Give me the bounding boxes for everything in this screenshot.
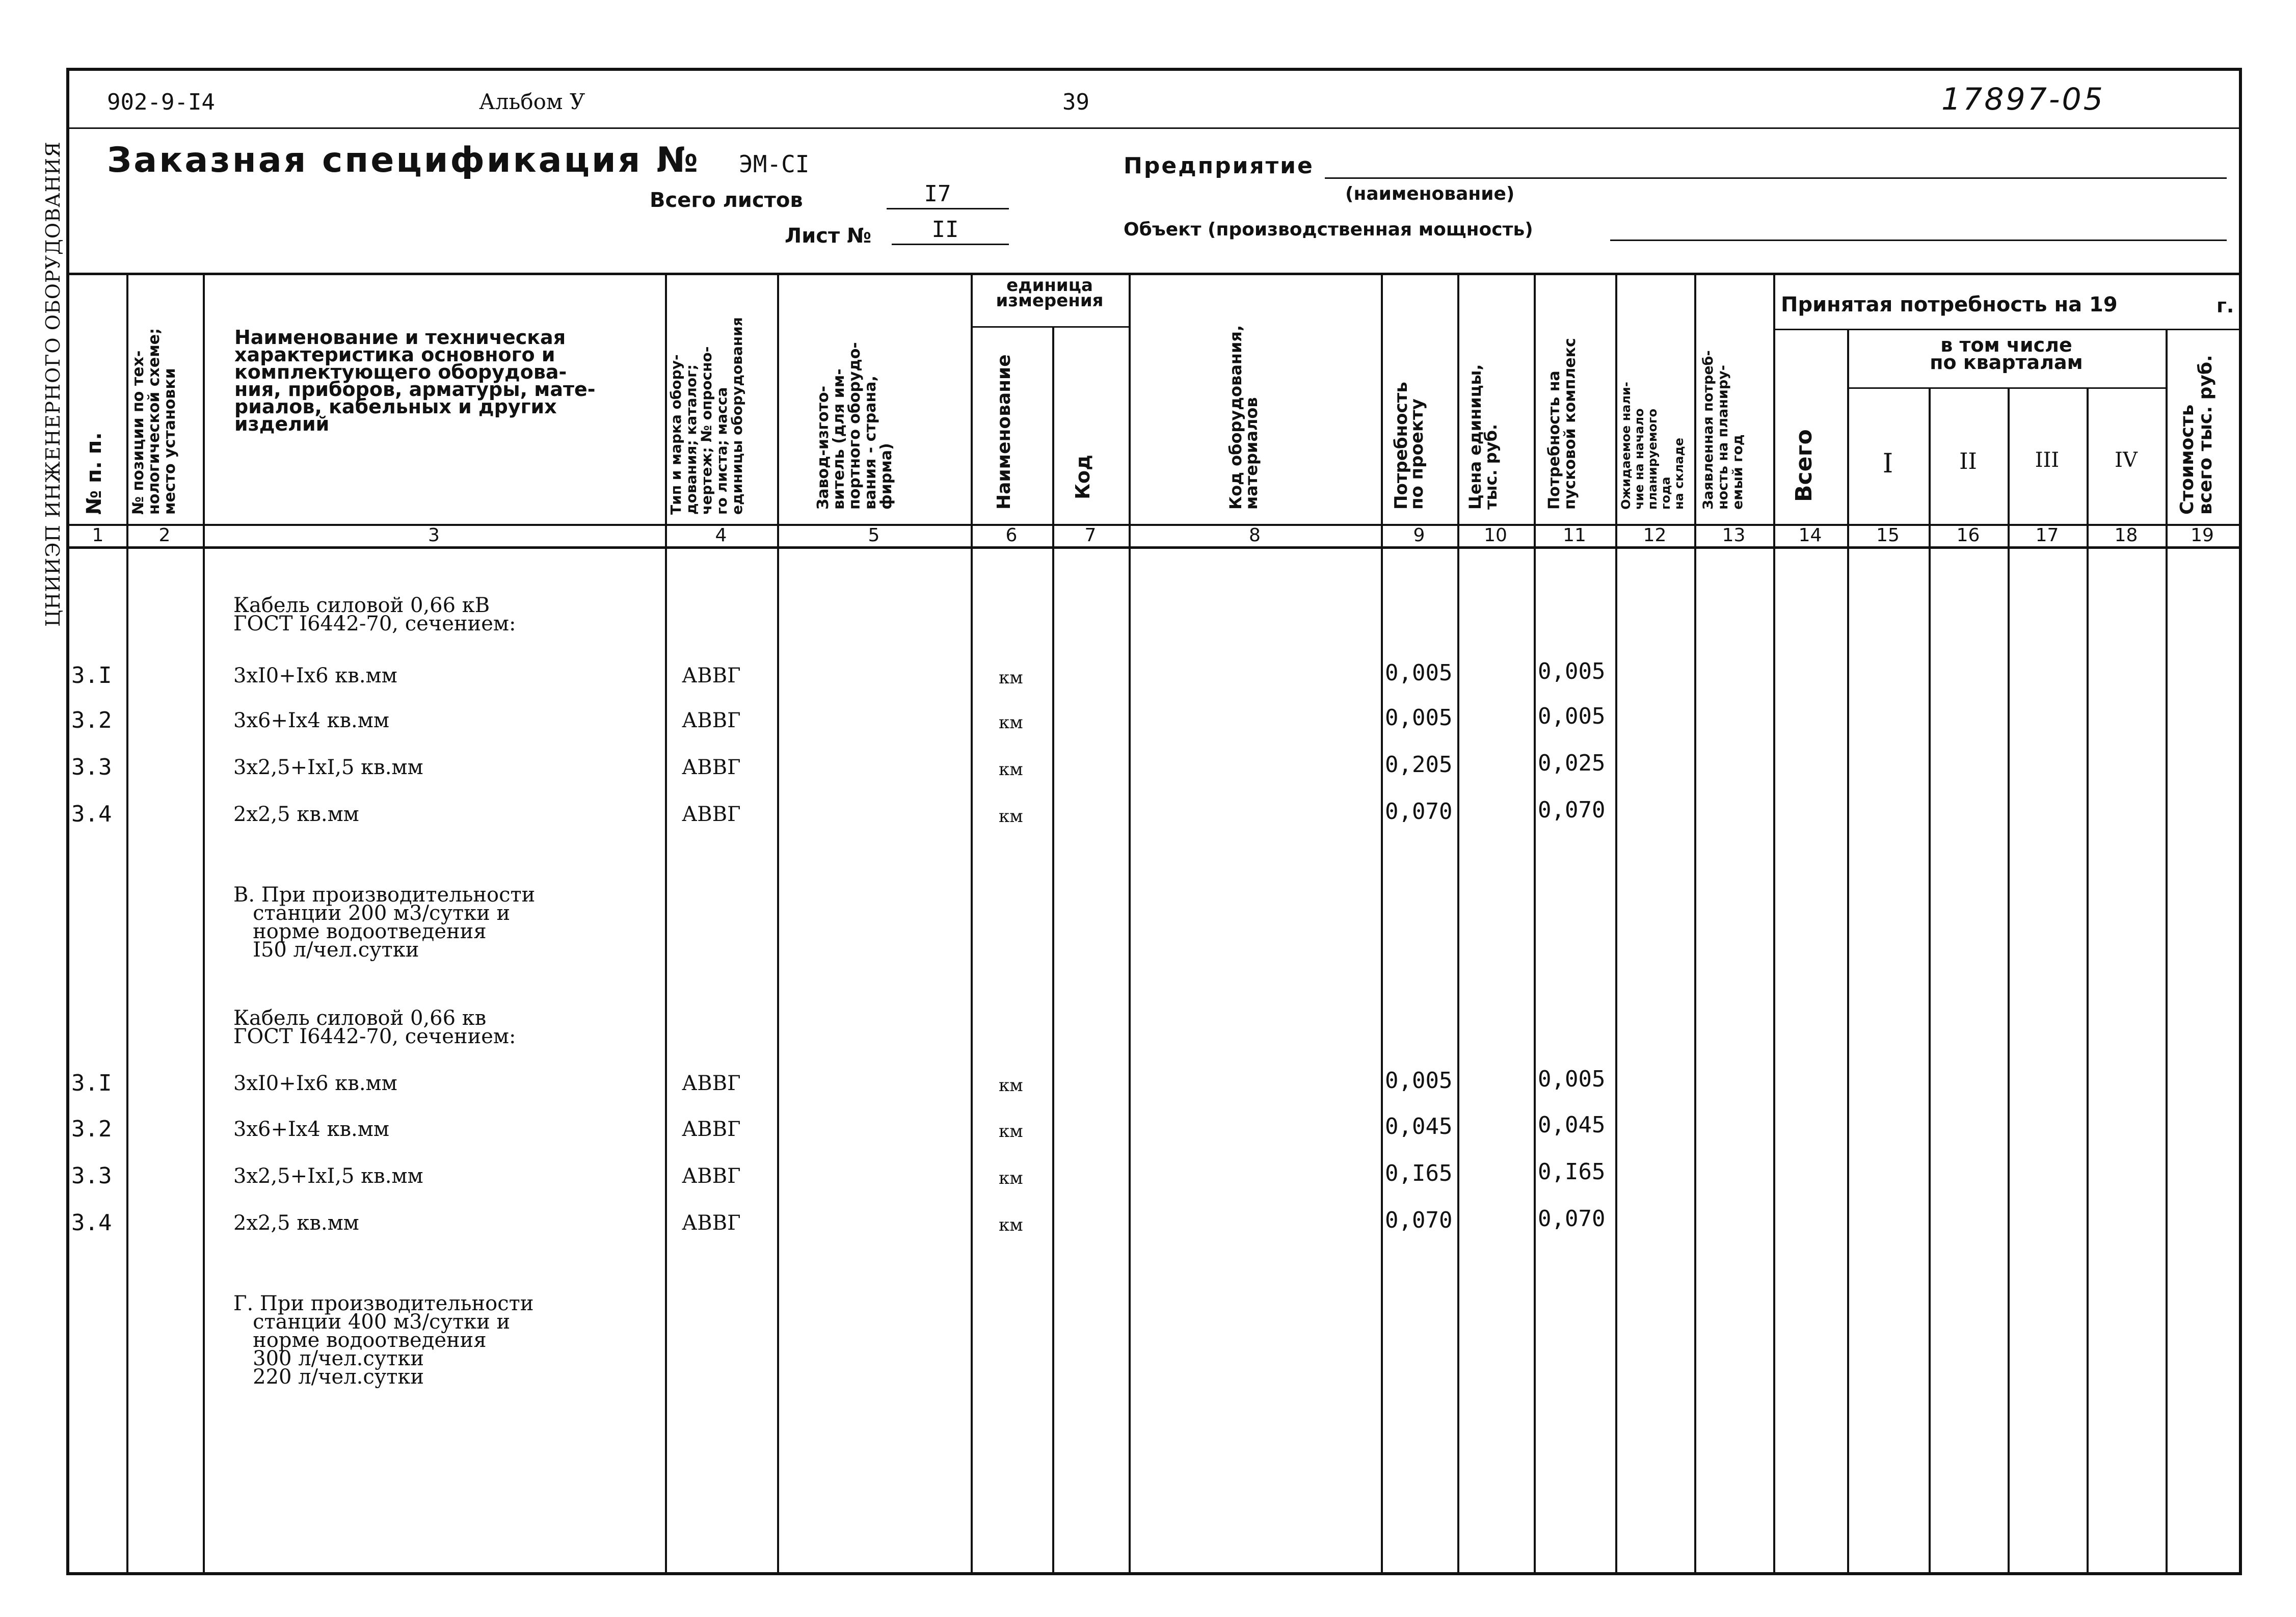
col-header-13: Заявленная потреб- ность на планиру- емый год <box>1700 350 1746 510</box>
row-start-complex: 0,070 <box>1538 1206 1606 1232</box>
quarter-2-header: II <box>1959 448 1977 474</box>
col-number-6: 6 <box>1005 525 1018 546</box>
row-unit: км <box>999 806 1023 827</box>
col-divider-2 <box>203 273 205 1572</box>
sheet-value: II <box>931 217 959 243</box>
spec-title: Заказная спецификация № <box>107 140 700 180</box>
quarter-4-header: IV <box>2115 448 2138 472</box>
row-need: 0,005 <box>1385 705 1453 731</box>
sheet-underline <box>892 244 1009 245</box>
col-header-7: Код <box>1072 455 1094 499</box>
row-number: 3.3 <box>71 754 112 780</box>
table-top-border <box>69 273 2239 275</box>
col-divider-14 <box>1847 329 1849 1572</box>
total-sheets-value: I7 <box>924 181 951 207</box>
row-number: 3.I <box>71 1070 112 1096</box>
col-header-1: № п. п. <box>83 432 106 515</box>
col-divider-1 <box>126 273 128 1572</box>
col-divider-18 <box>2166 329 2168 1572</box>
enterprise-label: Предприятие <box>1124 153 1314 179</box>
row-need: 0,205 <box>1385 752 1453 778</box>
col-number-15: 15 <box>1876 525 1900 546</box>
row-item-name: 3х6+Iх4 кв.мм <box>233 1118 389 1141</box>
enterprise-caption: (наименование) <box>1345 183 1515 204</box>
col-number-9: 9 <box>1413 525 1425 546</box>
col-divider-17 <box>2087 387 2089 1572</box>
col-number-5: 5 <box>868 525 880 546</box>
section-heading: Кабель силовой 0,66 кв ГОСТ I6442-70, сечением: <box>233 1006 516 1048</box>
row-need: 0,005 <box>1385 1068 1453 1094</box>
row-number: 3.4 <box>71 1210 112 1236</box>
sheet-label: Лист № <box>785 224 872 248</box>
col-number-13: 13 <box>1722 525 1746 546</box>
row-unit: км <box>999 712 1023 733</box>
col-number-7: 7 <box>1084 525 1097 546</box>
col-header-14: Всего <box>1791 429 1817 502</box>
row-unit: км <box>999 1121 1023 1142</box>
col-header-12: Ожидаемое нали- чие на начало планируемого года на складе <box>1619 382 1686 510</box>
col-number-17: 17 <box>2035 525 2059 546</box>
col-number-8: 8 <box>1249 525 1261 546</box>
total-sheets-underline <box>887 208 1009 209</box>
accepted-year-suffix: г. <box>2217 295 2234 317</box>
object-label: Объект (производственная мощность) <box>1124 219 1533 240</box>
row-need: 0,070 <box>1385 799 1453 825</box>
row-brand: АВВГ <box>682 1072 741 1095</box>
col-header-10: Цена единицы, тыс. руб. <box>1465 364 1501 510</box>
row-item-name: 3х6+Iх4 кв.мм <box>233 709 389 732</box>
document-number: 17897-05 <box>1941 82 2105 117</box>
col-divider-3 <box>665 273 667 1572</box>
col-number-4: 4 <box>715 525 727 546</box>
col-number-10: 10 <box>1484 525 1507 546</box>
row-unit: км <box>999 1075 1023 1096</box>
quarters-group-header: в том числе по кварталам <box>1930 334 2083 374</box>
col-header-2: № позиции по тех- нологической схеме; место установки <box>129 328 179 515</box>
col-divider-4 <box>777 273 779 1572</box>
section-heading: В. При производительности станции 200 м3/сутки и норме водоотведения I50 л/чел.сутки <box>233 883 536 962</box>
row-number: 3.3 <box>71 1163 112 1189</box>
col-divider-16 <box>2008 387 2010 1572</box>
row-unit: км <box>999 668 1023 688</box>
col-header-8: Код оборудования, материалов <box>1226 325 1261 510</box>
quarters-group-line <box>1847 387 2166 389</box>
enterprise-underline <box>1325 177 2227 179</box>
row-start-complex: 0,005 <box>1538 658 1606 684</box>
col-divider-10 <box>1534 273 1536 1572</box>
row-unit: км <box>999 1215 1023 1235</box>
column-number-line <box>69 546 2239 549</box>
row-need: 0,045 <box>1385 1114 1453 1139</box>
unit-group-line <box>971 326 1129 328</box>
col-number-18: 18 <box>2114 525 2138 546</box>
col-number-19: 19 <box>2191 525 2214 546</box>
col-number-2: 2 <box>158 525 171 546</box>
col-header-3: Наименование и техническая характеристика основного и комплектующего оборудова- ния, приборов, арматуры, мате- риалов, кабельных и других изделий <box>234 326 596 435</box>
row-item-name: 3х2,5+IхI,5 кв.мм <box>233 1164 423 1188</box>
accepted-group-line <box>1773 329 2239 330</box>
col-divider-9 <box>1457 273 1459 1572</box>
total-sheets-label: Всего листов <box>650 189 803 212</box>
page-number: 39 <box>1062 89 1089 115</box>
row-brand: АВВГ <box>682 709 741 732</box>
col-number-3: 3 <box>428 525 440 546</box>
row-unit: км <box>999 1168 1023 1188</box>
col-number-16: 16 <box>1956 525 1980 546</box>
row-unit: км <box>999 759 1023 780</box>
row-brand: АВВГ <box>682 756 741 779</box>
row-number: 3.4 <box>71 801 112 827</box>
quarter-3-header: III <box>2035 448 2060 472</box>
project-code: 902-9-I4 <box>107 89 215 115</box>
row-need: 0,005 <box>1385 660 1453 686</box>
album-label: Альбом У <box>479 89 585 114</box>
col-header-4: Тип и марка обору- дования; каталог; чертеж; № опросно- го листа; масса единицы оборудования <box>668 317 745 515</box>
col-divider-8 <box>1381 273 1383 1572</box>
row-brand: АВВГ <box>682 1211 741 1235</box>
object-underline <box>1610 240 2227 241</box>
col-number-1: 1 <box>92 525 104 546</box>
row-start-complex: 0,I65 <box>1538 1159 1606 1185</box>
quarter-1-header: I <box>1882 448 1893 479</box>
row-brand: АВВГ <box>682 1118 741 1141</box>
row-brand: АВВГ <box>682 664 741 687</box>
col-divider-5 <box>971 273 973 1572</box>
accepted-header: Принятая потребность на 19 <box>1781 293 2118 316</box>
row-start-complex: 0,070 <box>1538 797 1606 823</box>
row-start-complex: 0,025 <box>1538 750 1606 776</box>
row-start-complex: 0,045 <box>1538 1112 1606 1138</box>
section-heading: Г. При производительности станции 400 м3/сутки и норме водоотведения 300 л/чел.сутки 220 л/чел.сутки <box>233 1292 534 1389</box>
row-need: 0,070 <box>1385 1207 1453 1233</box>
col-divider-12 <box>1694 273 1696 1572</box>
row-number: 3.2 <box>71 707 112 733</box>
row-brand: АВВГ <box>682 1164 741 1188</box>
row-item-name: 2х2,5 кв.мм <box>233 803 359 826</box>
col-header-9: Потребность по проекту <box>1391 382 1427 510</box>
col-number-11: 11 <box>1563 525 1586 546</box>
col-divider-15 <box>1929 387 1931 1572</box>
row-item-name: 3х2,5+IхI,5 кв.мм <box>233 756 423 779</box>
side-organization-label: ЦНИИЭП ИНЖЕНЕРНОГО ОБОРУДОВАНИЯ <box>42 141 64 627</box>
spec-number: ЭМ-СI <box>739 150 810 178</box>
row-item-name: 2х2,5 кв.мм <box>233 1211 359 1235</box>
row-item-name: 3хI0+Iх6 кв.мм <box>233 1072 397 1095</box>
row-need: 0,I65 <box>1385 1160 1453 1186</box>
section-heading: Кабель силовой 0,66 кВ ГОСТ I6442-70, сечением: <box>233 594 516 635</box>
row-start-complex: 0,005 <box>1538 1066 1606 1092</box>
unit-group-header: единица измерения <box>996 275 1104 311</box>
col-header-5: Завод-изгото- витель (для им- портного оборудо- вания - страна, фирма) <box>814 342 895 510</box>
col-header-19: Стоимость всего тыс. руб. <box>2177 355 2216 515</box>
row-start-complex: 0,005 <box>1538 703 1606 729</box>
col-divider-6 <box>1052 326 1054 1572</box>
col-number-12: 12 <box>1643 525 1667 546</box>
header-divider <box>69 127 2239 129</box>
col-divider-7 <box>1129 273 1131 1572</box>
col-divider-13 <box>1773 273 1775 1572</box>
col-number-14: 14 <box>1798 525 1822 546</box>
row-number: 3.I <box>71 662 112 688</box>
row-brand: АВВГ <box>682 803 741 826</box>
row-number: 3.2 <box>71 1116 112 1142</box>
col-header-11: Потребность на пусковой комплекс <box>1545 338 1579 510</box>
col-header-6: Наименование <box>994 354 1014 510</box>
row-item-name: 3хI0+Iх6 кв.мм <box>233 664 397 687</box>
col-divider-11 <box>1615 273 1617 1572</box>
